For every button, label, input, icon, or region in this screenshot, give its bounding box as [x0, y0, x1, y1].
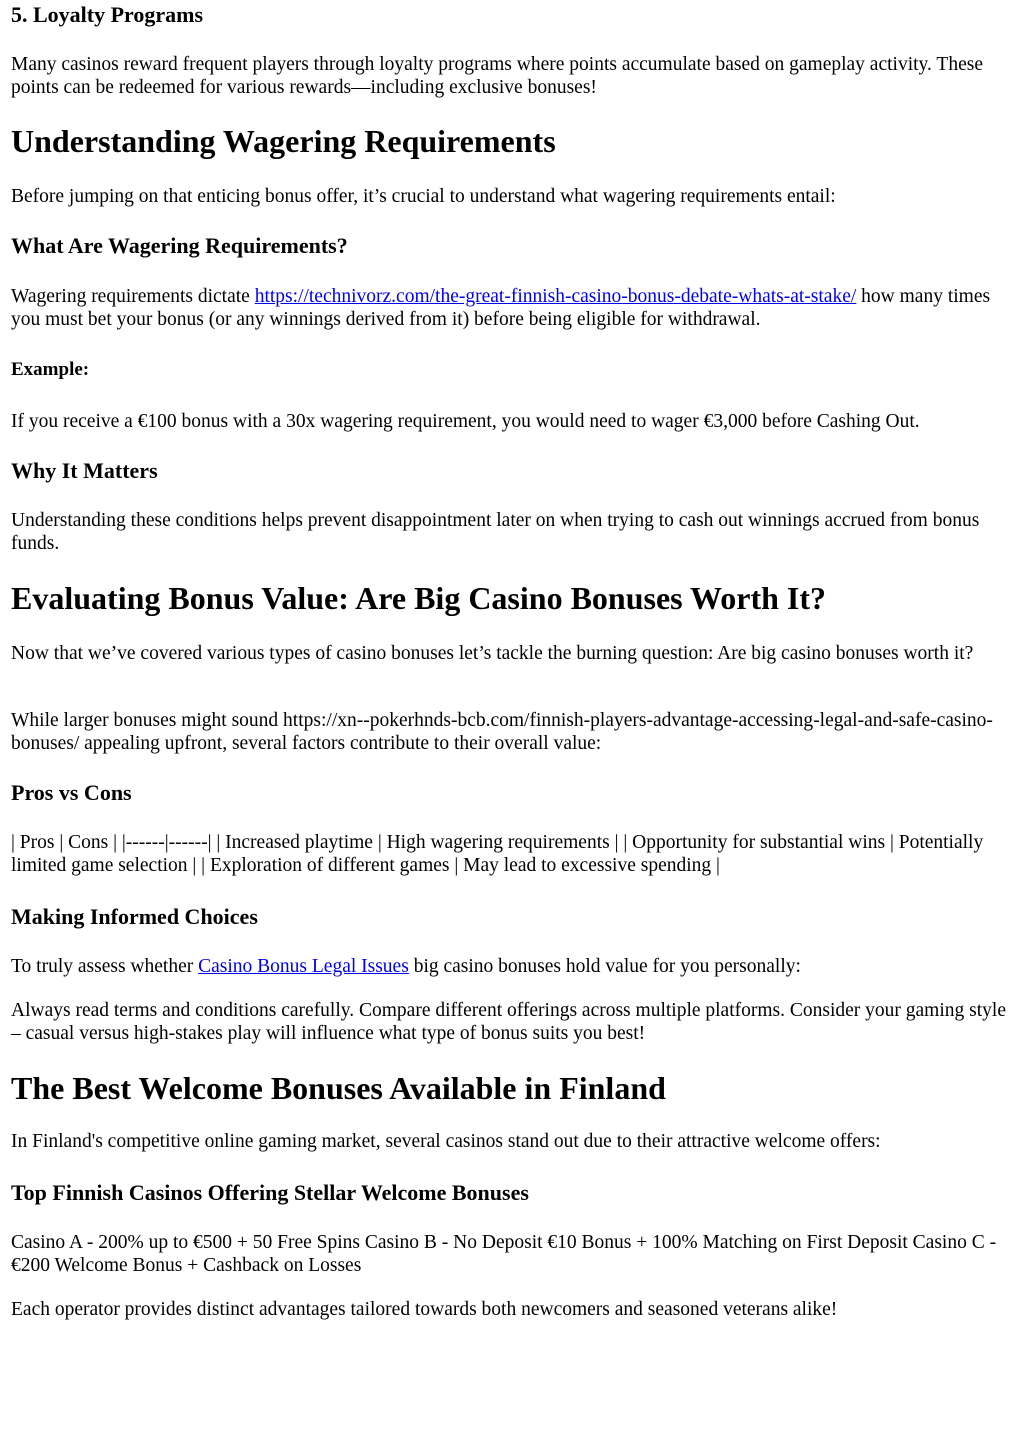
example-label: Example:	[11, 359, 90, 380]
wagering-definition-text-end: how many times you must bet your bonus (or any winnings derived from it) before being eligible for withdrawal.	[11, 286, 991, 330]
pros-vs-cons-heading: Pros vs Cons	[11, 780, 132, 805]
casino-bonus-legal-issues-link[interactable]: Casino Bonus Legal Issues	[198, 956, 409, 977]
larger-bonuses-paragraph: While larger bonuses might sound https://xn--pokerhnds-bcb.com/finnish-players-advantage-accessing-legal-and-safe-casino-bonuses/ appealing upfront, several factors contribute to their overall value:	[11, 710, 993, 754]
assess-paragraph	[11, 955, 1011, 978]
evaluating-intro-paragraph: Now that we’ve covered various types of casino bonuses let’s tackle the burning question: Are big casino bonuses worth it?	[11, 643, 974, 664]
top-finnish-casinos-heading: Top Finnish Casinos Offering Stellar Welcome Bonuses	[11, 1180, 529, 1205]
loyalty-programs-heading: 5. Loyalty Programs	[11, 2, 204, 27]
wagering-requirements-heading: Understanding Wagering Requirements	[11, 123, 556, 159]
best-welcome-bonuses-heading: The Best Welcome Bonuses Available in Finland	[11, 1070, 666, 1106]
finland-intro-paragraph: In Finland's competitive online gaming market, several casinos stand out due to their attractive welcome offers:	[11, 1131, 881, 1152]
wagering-intro-paragraph: Before jumping on that enticing bonus offer, it’s crucial to understand what wagering requirements entail:	[11, 186, 836, 207]
what-are-wagering-heading: What Are Wagering Requirements?	[11, 233, 348, 258]
wagering-definition-paragraph	[11, 285, 1011, 331]
loyalty-programs-paragraph: Many casinos reward frequent players through loyalty programs where points accumulate based on gameplay activity. These points can be redeemed for various rewards—including exclusive bonuses!	[11, 54, 983, 98]
closing-paragraph: Each operator provides distinct advantages tailored towards both newcomers and seasoned veterans alike!	[11, 1299, 838, 1320]
evaluating-bonus-value-heading: Evaluating Bonus Value: Are Big Casino Bonuses Worth It?	[11, 580, 827, 616]
pros-cons-table-text: | Pros | Cons | |------|------| | Increased playtime | High wagering requirements | | Opportunity for substantial wins | Potentially limited game selection | | Exploration of different games | May lead to excessive spending |	[11, 832, 984, 876]
why-it-matters-paragraph: Understanding these conditions helps prevent disappointment later on when trying to cash out winnings accrued from bonus funds.	[11, 510, 980, 554]
why-it-matters-heading: Why It Matters	[11, 458, 158, 483]
assess-text-start: To truly assess whether	[11, 956, 199, 977]
wagering-definition-text-start: Wagering requirements dictate	[11, 286, 255, 307]
assess-text-end: big casino bonuses hold value for you personally:	[408, 956, 801, 977]
casinos-list-paragraph: Casino A - 200% up to €500 + 50 Free Spins Casino B - No Deposit €10 Bonus + 100% Matching on First Deposit Casino C - €200 Welcome Bonus + Cashback on Losses	[11, 1232, 997, 1276]
example-paragraph: If you receive a €100 bonus with a 30x wagering requirement, you would need to wager €3,000 before Cashing Out.	[11, 411, 920, 432]
technivorz-link[interactable]: https://technivorz.com/the-great-finnish-casino-bonus-debate-whats-at-stake/	[254, 286, 857, 307]
informed-choices-paragraph: Always read terms and conditions carefully. Compare different offerings across multiple platforms. Consider your gaming style – casual versus high-stakes play will influence what type of bonus suits you best!	[11, 1000, 1006, 1044]
making-informed-choices-heading: Making Informed Choices	[11, 904, 258, 929]
